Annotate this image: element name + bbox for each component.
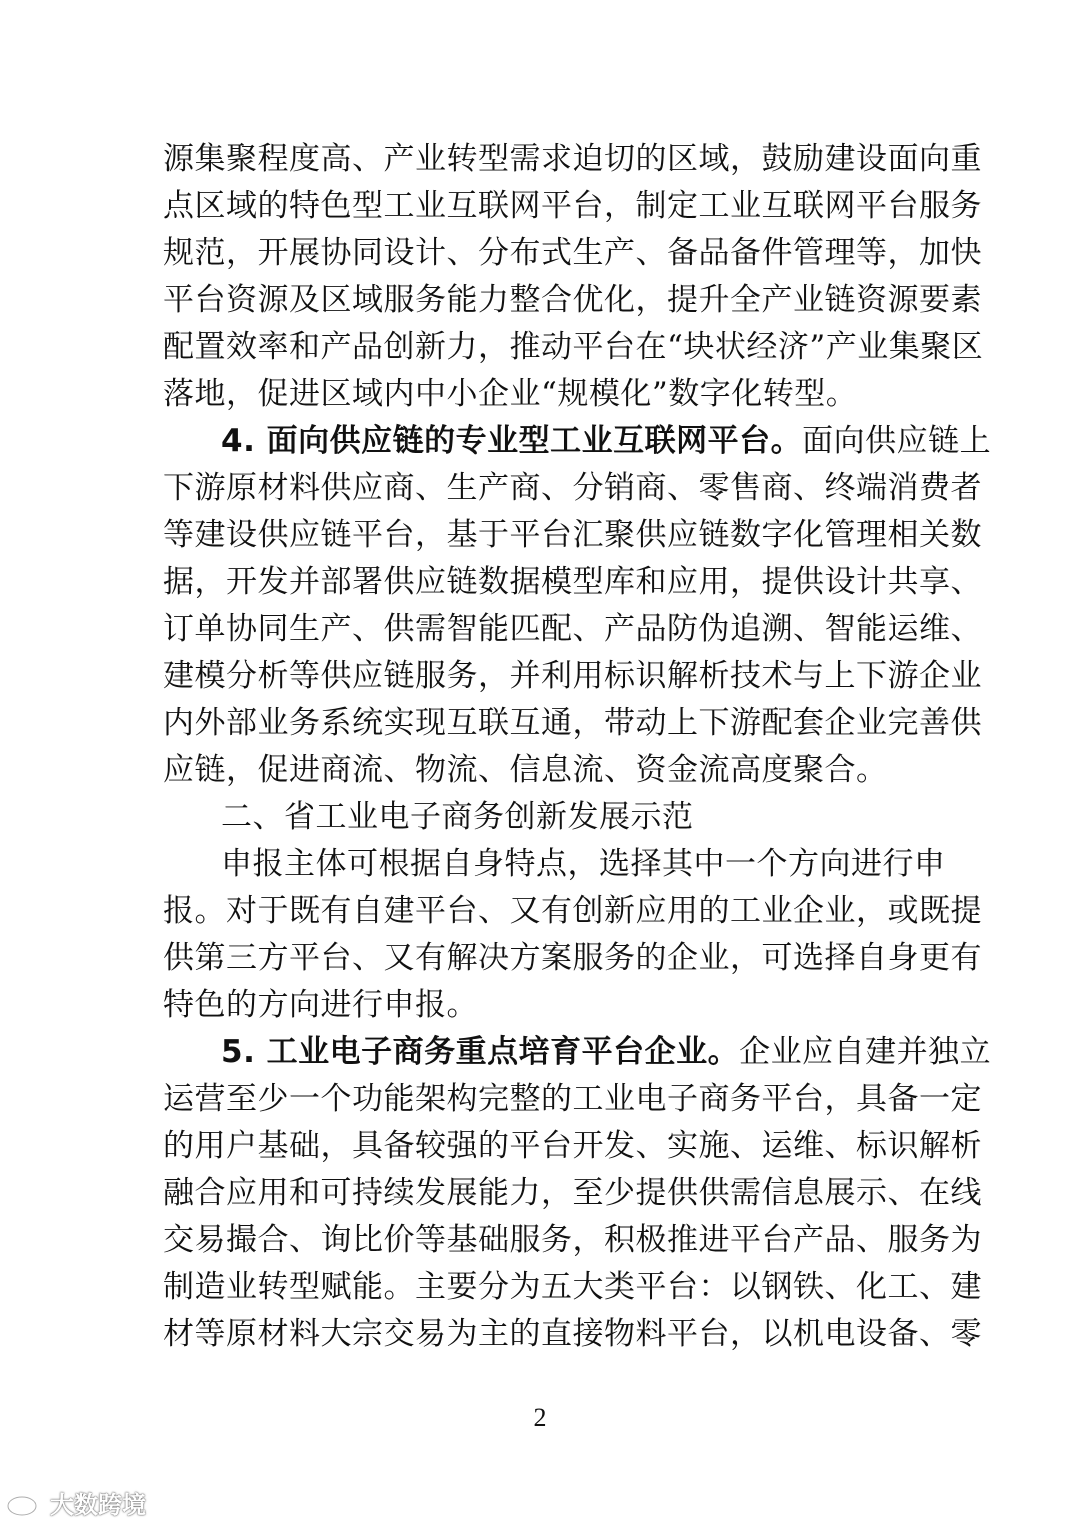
item-4-heading: 面向供应链的专业型工业互联网平台。 [266, 423, 803, 459]
body-line: 应链，促进商流、物流、信息流、资金流高度聚合。 [163, 752, 888, 788]
body-line: 源集聚程度高、产业转型需求迫切的区域，鼓励建设面向重 [163, 141, 982, 177]
body-line: 制造业转型赋能。主要分为五大类平台：以钢铁、化工、建 [163, 1269, 982, 1305]
item-5-text: 企业应自建并独立 [739, 1034, 992, 1070]
item-5-number: 5. [221, 1034, 267, 1070]
body-line: 据，开发并部署供应链数据模型库和应用，提供设计共享、 [163, 564, 982, 600]
body-line: 交易撮合、询比价等基础服务，积极推进平台产品、服务为 [163, 1222, 982, 1258]
weibo-logo-icon [6, 1488, 46, 1518]
item-5-line [221, 1029, 991, 1075]
body-line: 融合应用和可持续发展能力，至少提供供需信息展示、在线 [163, 1175, 982, 1211]
body-line: 建模分析等供应链服务，并利用标识解析技术与上下游企业 [163, 658, 982, 694]
body-line: 报。对于既有自建平台、又有创新应用的工业企业，或既提 [163, 893, 982, 929]
item-4-line [221, 418, 991, 464]
body-line: 规范，开展协同设计、分布式生产、备品备件管理等，加快 [163, 235, 982, 271]
body-line: 特色的方向进行申报。 [163, 987, 478, 1023]
body-line: 平台资源及区域服务能力整合优化，提升全产业链资源要素 [163, 282, 982, 318]
body-line: 落地，促进区域内中小企业“规模化”数字化转型。 [163, 376, 858, 412]
body-line: 配置效率和产品创新力，推动平台在“块状经济”产业集聚区 [163, 329, 984, 365]
body-line: 运营至少一个功能架构完整的工业电子商务平台，具备一定 [163, 1081, 982, 1117]
body-line: 点区域的特色型工业互联网平台，制定工业互联网平台服务 [163, 188, 982, 224]
body-line: 等建设供应链平台，基于平台汇聚供应链数字化管理相关数 [163, 517, 982, 553]
section-heading: 二、省工业电子商务创新发展示范 [221, 799, 694, 835]
body-line: 订单协同生产、供需智能匹配、产品防伪追溯、智能运维、 [163, 611, 982, 647]
body-line: 下游原材料供应商、生产商、分销商、零售商、终端消费者 [163, 470, 982, 506]
body-line: 供第三方平台、又有解决方案服务的企业，可选择自身更有 [163, 940, 982, 976]
body-line: 申报主体可根据自身特点，选择其中一个方向进行申 [221, 846, 946, 882]
body-line: 的用户基础，具备较强的平台开发、实施、运维、标识解析 [163, 1128, 982, 1164]
item-5-heading: 工业电子商务重点培育平台企业。 [266, 1034, 740, 1070]
watermark [6, 1485, 146, 1520]
page-number: 2 [533, 1403, 547, 1432]
watermark-text: 大数跨境 [50, 1491, 146, 1519]
item-4-text: 面向供应链上 [802, 423, 992, 459]
body-line: 内外部业务系统实现互联互通，带动上下游配套企业完善供 [163, 705, 982, 741]
item-4-number: 4. [221, 423, 267, 459]
body-line: 材等原材料大宗交易为主的直接物料平台，以机电设备、零 [163, 1316, 982, 1352]
